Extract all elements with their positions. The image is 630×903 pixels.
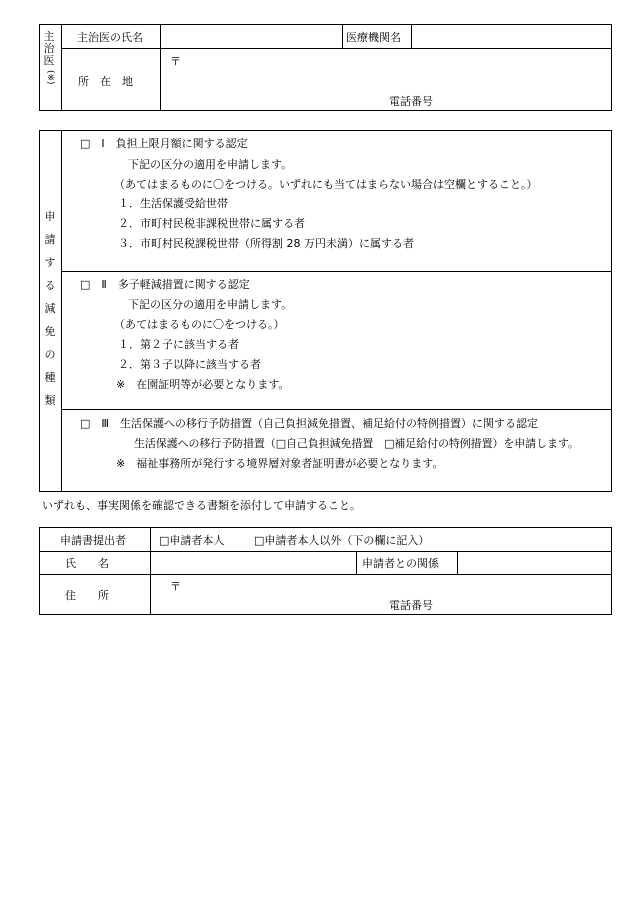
reduction-side-char: 種 bbox=[44, 371, 56, 384]
doctor-side-note: (※) bbox=[45, 70, 55, 85]
reduction-side-char: 請 bbox=[44, 233, 56, 246]
applicant-phone-label: 電話番号 bbox=[389, 599, 433, 612]
doctor-address-label: 所 在 地 bbox=[78, 75, 133, 88]
section1-item[interactable]: ２．市町村民税非課税世帯に属する者 bbox=[118, 217, 305, 230]
section2-note: （あてはまるものに〇をつける。） bbox=[114, 318, 285, 331]
doctor-postal-mark: 〒 bbox=[170, 55, 181, 68]
doctor-side-divider bbox=[61, 24, 62, 111]
reduction-side-char: 免 bbox=[44, 325, 56, 338]
doctor-side-char: 主 bbox=[43, 30, 55, 43]
institution-label-left-divider bbox=[342, 24, 343, 48]
doctor-label-divider bbox=[160, 24, 161, 111]
section1-divider bbox=[61, 271, 612, 272]
section3-remark: ※ 福祉事務所が発行する境界層対象者証明書が必要となります。 bbox=[116, 457, 444, 470]
reduction-side-char: 減 bbox=[44, 302, 56, 315]
reduction-side-char: 申 bbox=[44, 210, 56, 223]
submitter-option-self[interactable]: □申請者本人 bbox=[159, 534, 225, 547]
attachment-note: いずれも、事実関係を確認できる書類を添付して申請すること。 bbox=[42, 499, 361, 512]
section3-apply[interactable]: 生活保護への移行予防措置（□自己負担減免措置 □補足給付の特例措置）を申請します。 bbox=[134, 437, 579, 450]
relation-value[interactable] bbox=[462, 555, 606, 570]
section1-note: （あてはまるものに〇をつける。いずれにも当てはまらない場合は空欄とすること。） bbox=[114, 178, 538, 191]
doctor-side-char: 医 bbox=[43, 54, 55, 67]
applicant-name-label: 氏 名 bbox=[65, 557, 109, 570]
reduction-side-char: る bbox=[44, 279, 56, 292]
section2-remark: ※ 在園証明等が必要となります。 bbox=[116, 378, 290, 391]
section2-divider bbox=[61, 409, 612, 410]
applicant-address-label: 住 所 bbox=[65, 589, 109, 602]
doctor-phone-label: 電話番号 bbox=[389, 95, 433, 108]
section2-item[interactable]: ２．第３子以降に該当する者 bbox=[118, 358, 261, 371]
applicant-row-divider-2 bbox=[39, 574, 612, 575]
doctor-address-value[interactable] bbox=[184, 54, 604, 90]
reduction-side-heading bbox=[43, 211, 57, 406]
reduction-side-divider bbox=[61, 130, 62, 492]
applicant-address-value[interactable] bbox=[184, 579, 604, 597]
section2-item[interactable]: １．第２子に該当する者 bbox=[118, 338, 239, 351]
applicant-postal-mark: 〒 bbox=[170, 580, 181, 593]
relation-label-right-divider bbox=[457, 551, 458, 574]
applicant-row-divider-1 bbox=[39, 551, 612, 552]
reduction-side-char: 類 bbox=[44, 394, 56, 407]
submitter-label: 申請書提出者 bbox=[60, 534, 126, 547]
institution-label-right-divider bbox=[411, 24, 412, 48]
reduction-side-char: の bbox=[44, 348, 56, 361]
section3-title[interactable]: □ Ⅲ 生活保護への移行予防措置（自己負担減免措置、補足給付の特例措置）に関する認定 bbox=[80, 417, 538, 430]
section2-apply: 下記の区分の適用を申請します。 bbox=[128, 298, 293, 311]
relation-label: 申請者との関係 bbox=[362, 557, 439, 570]
institution-value[interactable] bbox=[416, 30, 606, 44]
section1-apply: 下記の区分の適用を申請します。 bbox=[128, 158, 293, 171]
section2-title[interactable]: □ Ⅱ 多子軽減措置に関する認定 bbox=[80, 278, 250, 291]
doctor-side-heading bbox=[42, 31, 56, 66]
applicant-label-divider bbox=[150, 527, 151, 615]
section1-title[interactable]: □ Ⅰ 負担上限月額に関する認定 bbox=[80, 137, 248, 150]
doctor-side-char: 治 bbox=[43, 42, 55, 55]
section1-item[interactable]: ３．市町村民税課税世帯（所得割 28 万円未満）に属する者 bbox=[118, 237, 414, 250]
section1-item[interactable]: １．生活保護受給世帯 bbox=[118, 197, 228, 210]
doctor-name-value[interactable] bbox=[166, 30, 336, 44]
applicant-name-value[interactable] bbox=[156, 555, 350, 570]
submitter-option-other[interactable]: □申請者本人以外（下の欄に記入） bbox=[254, 534, 430, 547]
relation-label-left-divider bbox=[356, 551, 357, 574]
doctor-name-label: 主治医の氏名 bbox=[77, 31, 143, 44]
reduction-side-char: す bbox=[44, 256, 56, 269]
doctor-row-divider bbox=[61, 48, 612, 49]
institution-label: 医療機関名 bbox=[346, 31, 401, 44]
